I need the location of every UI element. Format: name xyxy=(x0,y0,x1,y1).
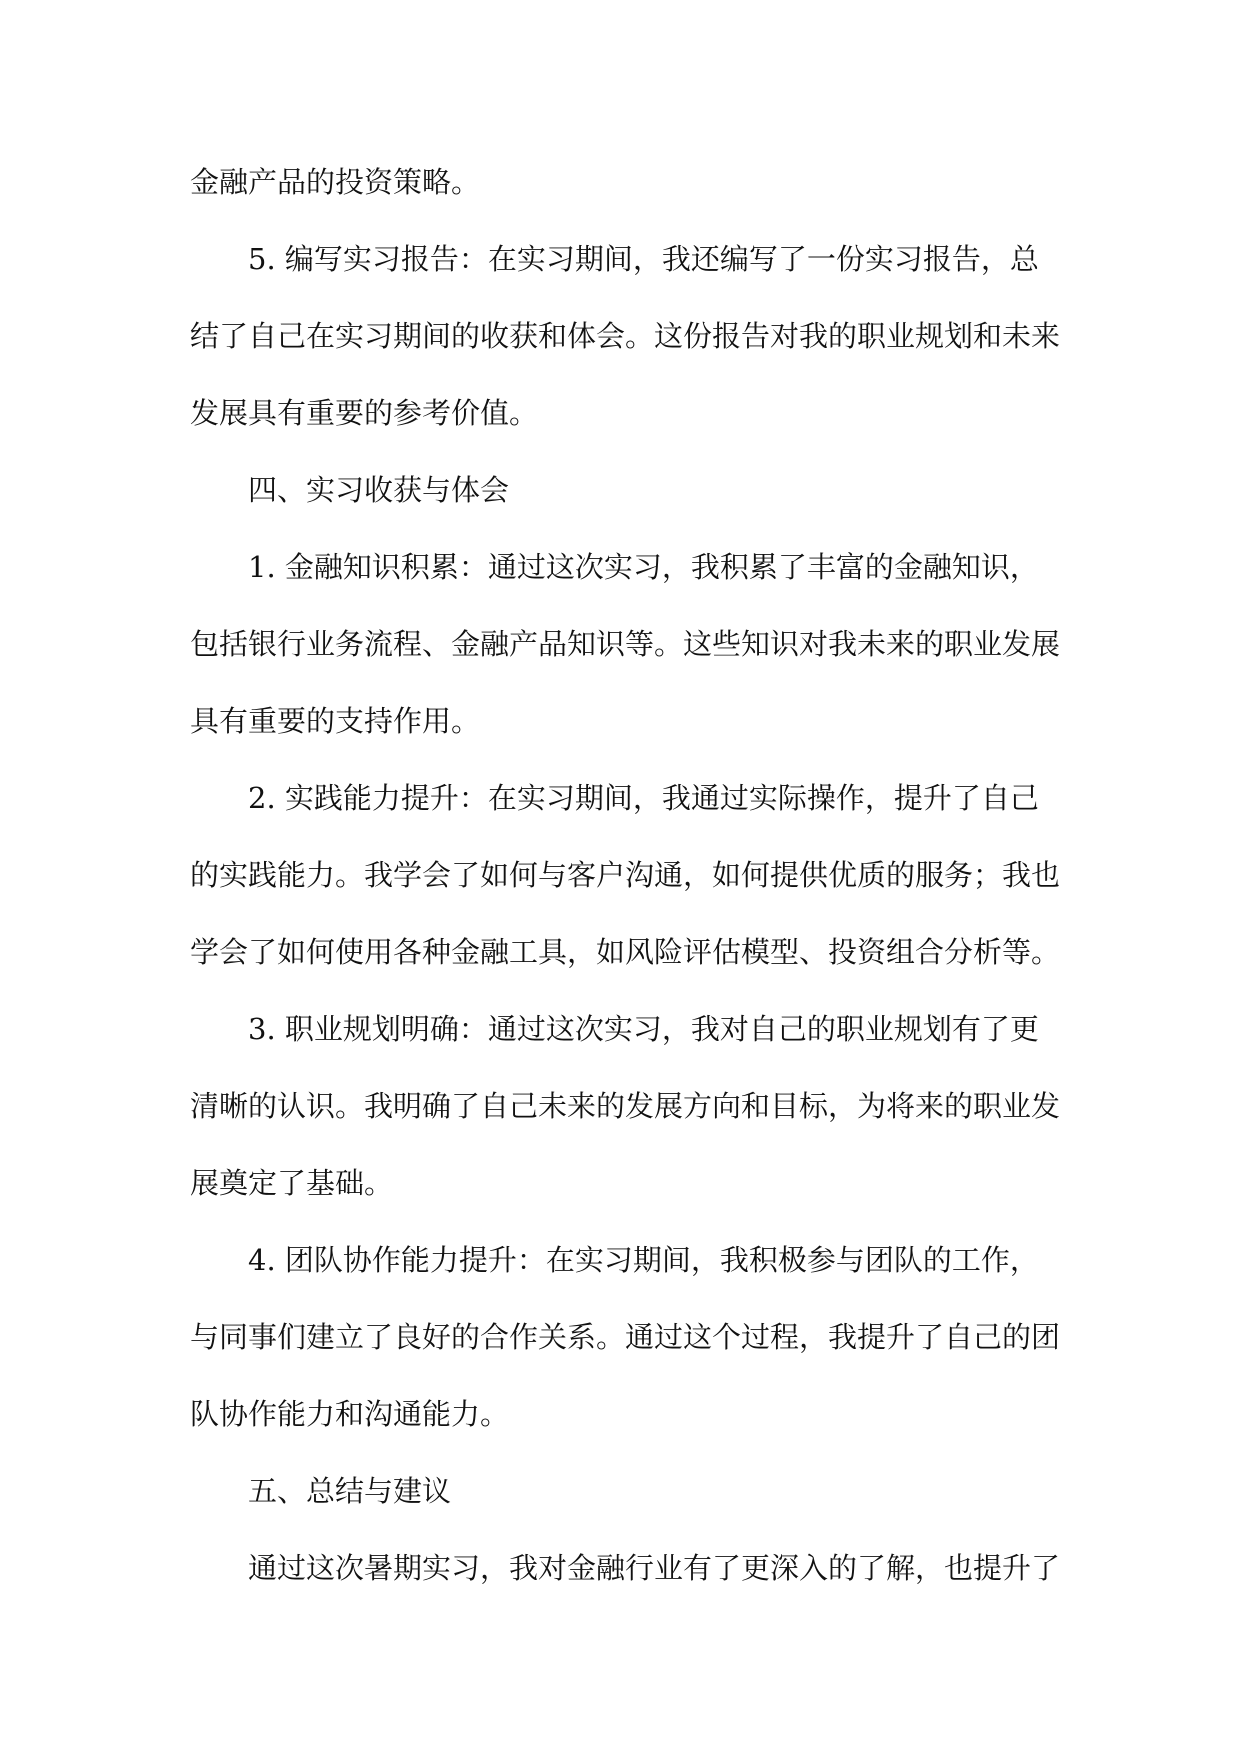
document-body xyxy=(190,144,1060,1607)
section-heading-4: 四、实习收获与体会 xyxy=(248,473,510,507)
section-heading-5: 五、总结与建议 xyxy=(248,1474,452,1508)
paragraph-summary: 通过这次暑期实习，我对金融行业有了更深入的了解，也提升了 xyxy=(248,1551,1061,1585)
paragraph-continuation: 金融产品的投资策略。 xyxy=(190,165,481,199)
paragraph-item-4: 4. 团队协作能力提升：在实习期间，我积极参与团队的工作，与同事们建立了良好的合作关系。通过这个过程，我提升了自己的团队协作能力和沟通能力。 xyxy=(190,1243,1061,1431)
paragraph-item-5: 5. 编写实习报告：在实习期间，我还编写了一份实习报告，总结了自己在实习期间的收获和体会。这份报告对我的职业规划和未来发展具有重要的参考价值。 xyxy=(190,242,1061,430)
paragraph-item-2: 2. 实践能力提升：在实习期间，我通过实际操作，提升了自己的实践能力。我学会了如何与客户沟通，如何提供优质的服务；我也学会了如何使用各种金融工具，如风险评估模型、投资组合分析等。 xyxy=(190,781,1061,969)
paragraph-item-3: 3. 职业规划明确：通过这次实习，我对自己的职业规划有了更清晰的认识。我明确了自己未来的发展方向和目标，为将来的职业发展奠定了基础。 xyxy=(190,1012,1061,1200)
paragraph-item-1: 1. 金融知识积累：通过这次实习，我积累了丰富的金融知识，包括银行业务流程、金融产品知识等。这些知识对我未来的职业发展具有重要的支持作用。 xyxy=(190,550,1061,738)
